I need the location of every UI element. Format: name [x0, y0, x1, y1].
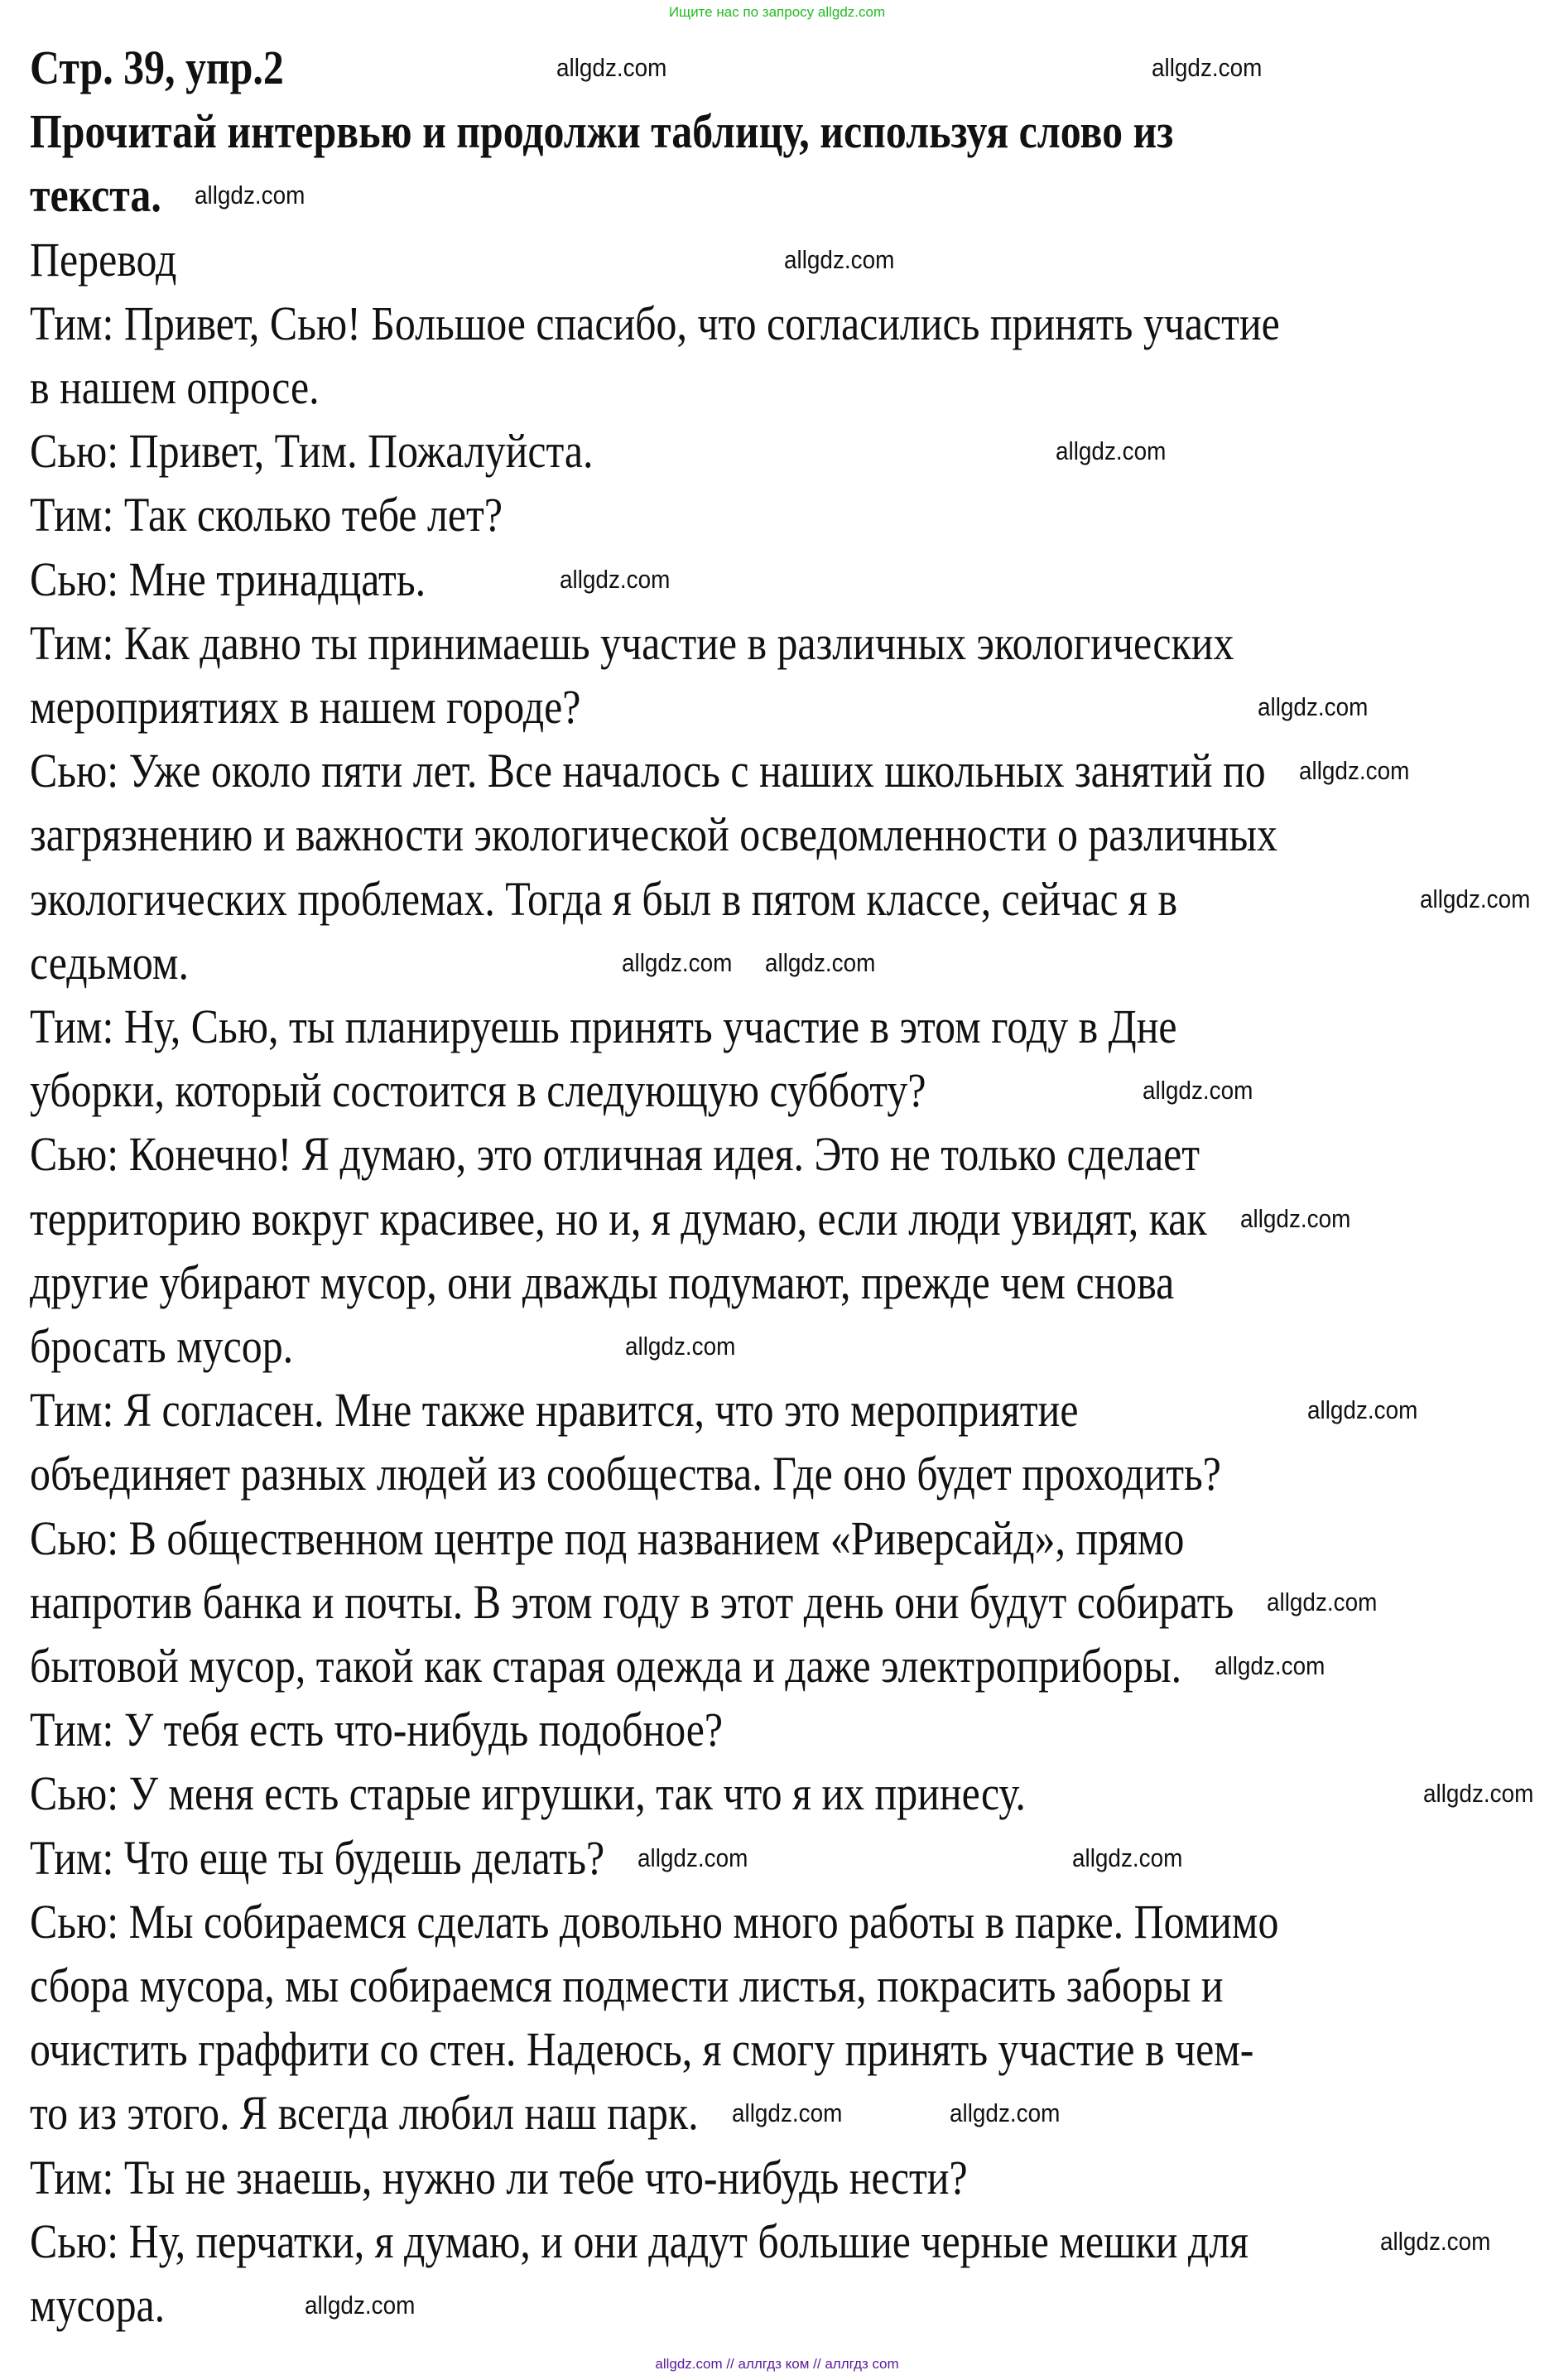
watermark: allgdz.com	[304, 2291, 416, 2320]
watermark: allgdz.com	[1307, 1395, 1418, 1425]
watermark: allgdz.com	[621, 947, 733, 977]
text-line: Тим: Как давно ты принимаешь участие в различных экологических	[30, 615, 1234, 670]
text-line: бытовой мусор, такой как старая одежда и даже электроприборы.	[30, 1639, 1182, 1693]
text-line: Тим: У тебя есть что-нибудь подобное?	[30, 1703, 724, 1757]
text-line: напротив банка и почты. В этом году в этот день они будут собирать	[30, 1574, 1234, 1629]
watermark: allgdz.com	[765, 947, 876, 977]
text-line: территорию вокруг красивее, но и, я думаю, если люди увидят, как	[30, 1191, 1207, 1245]
text-line: Тим: Ты не знаешь, нужно ли тебе что-нибудь нести?	[30, 2150, 968, 2204]
text-line: экологических проблемах. Тогда я был в пятом классе, сейчас я в	[30, 871, 1178, 926]
watermark: allgdz.com	[194, 181, 306, 210]
text-line: Тим: Привет, Сью! Большое спасибо, что согласились принять участие	[30, 296, 1280, 350]
top-banner[interactable]: Ищите нас по запросу allgdz.com	[668, 4, 886, 20]
text-line: Перевод	[30, 232, 177, 287]
text-line: загрязнению и важности экологической осведомленности о различных	[30, 807, 1277, 862]
text-line: Сью: В общественном центре под названием «Риверсайд», прямо	[30, 1510, 1185, 1565]
text-line: сбора мусора, мы собираемся подмести листья, покрасить заборы и	[30, 1958, 1224, 2012]
text-line: в нашем опросе.	[30, 360, 320, 414]
text-line: Сью: У меня есть старые игрушки, так что я их принесу.	[30, 1766, 1026, 1821]
text-line: другие убирают мусор, они дважды подумают, прежде чем снова	[30, 1255, 1175, 1309]
text-line: Тим: Что еще ты будешь делать?	[30, 1830, 605, 1885]
text-line: то из этого. Я всегда любил наш парк.	[30, 2086, 699, 2141]
text-line: бросать мусор.	[30, 1319, 294, 1373]
text-line: Тим: Ну, Сью, ты планируешь принять участие в этом году в Дне	[30, 1000, 1177, 1053]
text-line: Сью: Привет, Тим. Пожалуйста.	[30, 424, 594, 479]
watermark: allgdz.com	[731, 2098, 842, 2128]
watermark: allgdz.com	[1239, 1203, 1350, 1233]
watermark: allgdz.com	[949, 2098, 1061, 2128]
watermark: allgdz.com	[1380, 2226, 1491, 2256]
text-line: Тим: Так сколько тебе лет?	[30, 488, 503, 542]
text-line: объединяет разных людей из сообщества. Где оно будет проходить?	[30, 1447, 1221, 1501]
watermark: allgdz.com	[1151, 53, 1262, 82]
bottom-banner[interactable]: allgdz.com // аллгдз ком // аллгдз com	[655, 2356, 899, 2372]
watermark: allgdz.com	[1257, 692, 1369, 721]
page-title: Стр. 39, упр.2	[30, 41, 284, 94]
watermark: allgdz.com	[783, 244, 895, 274]
text-line: Сью: Конечно! Я думаю, это отличная идея. Это не только сделает	[30, 1127, 1200, 1182]
text-line: очистить граффити со стен. Надеюсь, я смогу принять участие в чем-	[30, 2022, 1254, 2077]
text-line: Сью: Уже около пяти лет. Все началось с наших школьных занятий по	[30, 744, 1266, 798]
watermark: allgdz.com	[1056, 436, 1167, 466]
watermark: allgdz.com	[1267, 1587, 1378, 1616]
text-line: Сью: Мы собираемся сделать довольно много работы в парке. Помимо	[30, 1894, 1279, 1949]
task-heading-line: текста.	[30, 168, 161, 223]
watermark: allgdz.com	[1298, 756, 1410, 786]
watermark: allgdz.com	[556, 53, 667, 82]
watermark: allgdz.com	[1072, 1843, 1183, 1872]
text-line: Тим: Я согласен. Мне также нравится, что это мероприятие	[30, 1383, 1079, 1438]
watermark: allgdz.com	[1215, 1651, 1325, 1680]
text-line: седьмом.	[30, 935, 189, 990]
watermark: allgdz.com	[637, 1843, 748, 1872]
text-line: уборки, который состоится в следующую субботу?	[30, 1063, 926, 1118]
text-line: Сью: Мне тринадцать.	[30, 552, 426, 606]
task-heading-line: Прочитай интервью и продолжи таблицу, используя слово из	[30, 104, 1174, 159]
text-line: Сью: Ну, перчатки, я думаю, и они дадут большие черные мешки для	[30, 2214, 1249, 2268]
watermark: allgdz.com	[559, 564, 671, 594]
watermark: allgdz.com	[1419, 884, 1531, 913]
text-line: мусора.	[30, 2278, 166, 2332]
watermark: allgdz.com	[1422, 1779, 1534, 1809]
text-line: мероприятиях в нашем городе?	[30, 680, 581, 734]
watermark: allgdz.com	[1142, 1076, 1253, 1106]
watermark: allgdz.com	[624, 1332, 735, 1361]
